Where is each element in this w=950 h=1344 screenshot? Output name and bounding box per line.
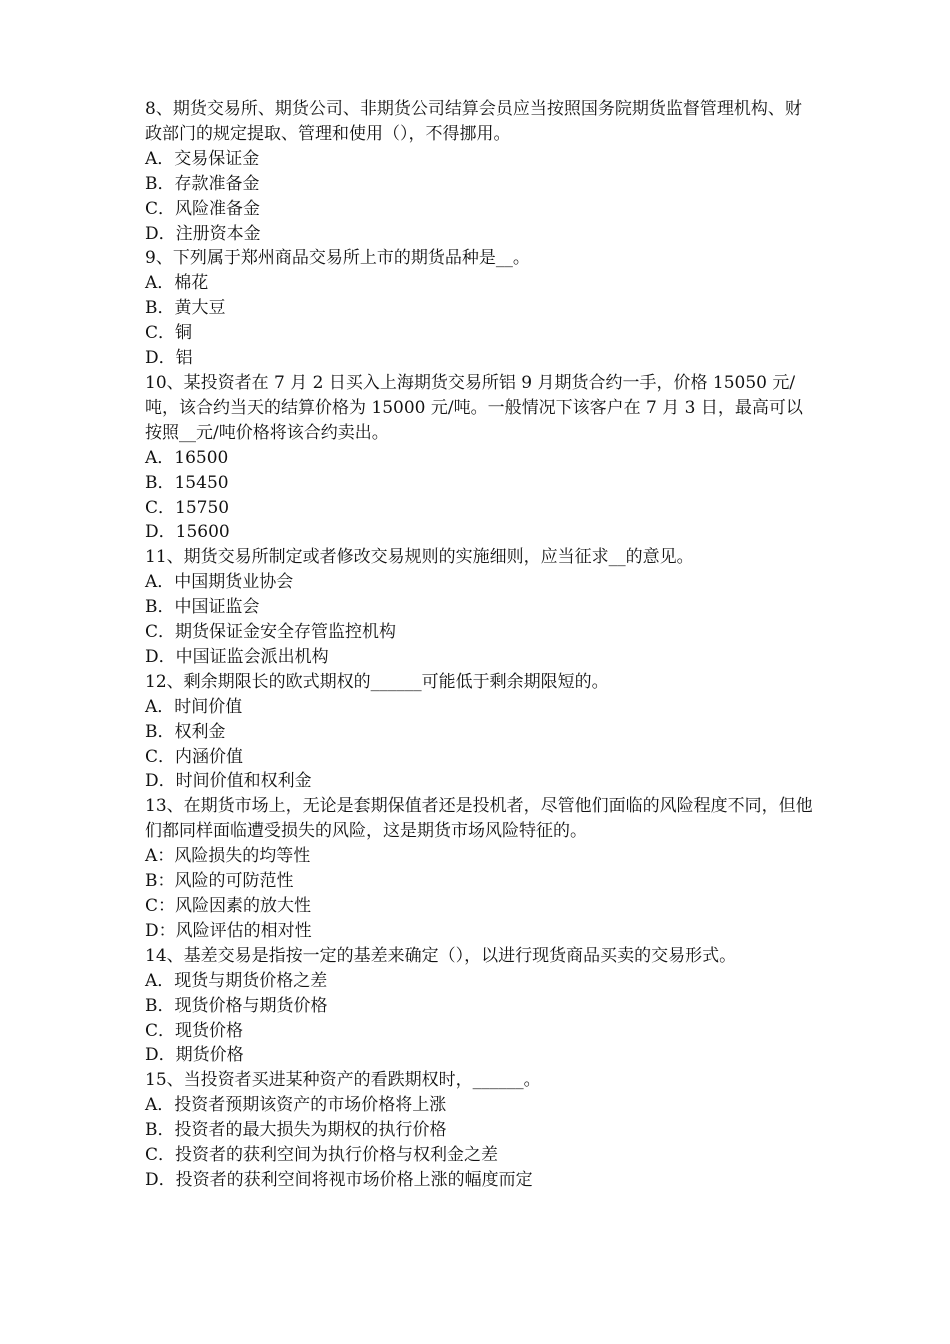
option-d: D．投资者的获利空间将视市场价格上涨的幅度而定 [145,1169,533,1190]
option-c: C．风险准备金 [145,198,261,219]
option-c: C．现货价格 [145,1020,244,1041]
question-stem: 15、当投资者买进某种资产的看跌期权时，______。 [145,1070,541,1091]
question-stem: 8、期货交易所、期货公司、非期货公司结算会员应当按照国务院期货监督管理机构、财政部门的规定提取、管理和使用（），不得挪用。 [145,99,802,144]
question-stem: 13、在期货市场上，无论是套期保值者还是投机者，尽管他们面临的风险程度不同，但他们都同样面临遭受损失的风险，这是期货市场风险特征的。 [145,796,813,842]
option-b: B：风险的可防范性 [145,871,294,892]
option-c: C．投资者的获利空间为执行价格与权利金之差 [145,1145,499,1166]
option-b: B．权利金 [145,721,226,742]
option-a: A．时间价值 [145,696,243,717]
question-15 [145,1068,813,1193]
option-c: C．期货保证金安全存管监控机构 [145,622,397,643]
option-a: A：风险损失的均等性 [145,846,311,867]
option-b: B．现货价格与期货价格 [145,995,328,1016]
option-c: C．15750 [145,497,230,518]
question-stem: 12、剩余期限长的欧式期权的______可能低于剩余期限短的。 [145,671,609,692]
option-d: D．时间价值和权利金 [145,771,312,792]
question-9 [145,246,813,371]
question-14 [145,944,813,1069]
question-stem: 14、基差交易是指按一定的基差来确定（），以进行现货商品买卖的交易形式。 [145,945,737,966]
question-11 [145,545,813,670]
option-c: C：风险因素的放大性 [145,896,312,916]
option-c: C．内涵价值 [145,746,244,767]
document-body [145,97,813,1193]
question-stem: 10、某投资者在 7 月 2 日买入上海期货交易所铝 9 月期货合约一手，价格 15050 元/吨，该合约当天的结算价格为 15000 元/吨。一般情况下该客户在 7 月 3 日，最高可以按照__元/吨价格将该合约卖出。 [145,372,803,443]
question-10 [145,371,813,545]
option-d: D．中国证监会派出机构 [145,646,329,667]
option-b: B．存款准备金 [145,173,260,194]
question-stem: 9、下列属于郑州商品交易所上市的期货品种是__。 [145,248,530,269]
option-a: A．棉花 [145,273,209,294]
option-d: D．注册资本金 [145,223,261,244]
option-b: B．中国证监会 [145,597,260,618]
option-a: A．交易保证金 [145,148,260,169]
option-d: D：风险评估的相对性 [145,920,312,941]
option-c: C．铜 [145,323,193,344]
option-a: A．现货与期货价格之差 [145,970,328,991]
option-a: A．中国期货业协会 [145,572,294,593]
question-8 [145,97,813,246]
option-a: A．16500 [145,447,229,468]
question-12 [145,670,813,795]
option-d: D．期货价格 [145,1045,244,1066]
option-d: D．15600 [145,522,230,543]
question-stem: 11、期货交易所制定或者修改交易规则的实施细则，应当征求__的意见。 [145,547,694,568]
question-13 [145,794,813,943]
option-b: B．投资者的最大损失为期权的执行价格 [145,1120,447,1141]
option-b: B．15450 [145,472,229,493]
option-b: B．黄大豆 [145,298,226,319]
option-a: A．投资者预期该资产的市场价格将上涨 [145,1095,447,1116]
option-d: D．铝 [145,348,193,369]
